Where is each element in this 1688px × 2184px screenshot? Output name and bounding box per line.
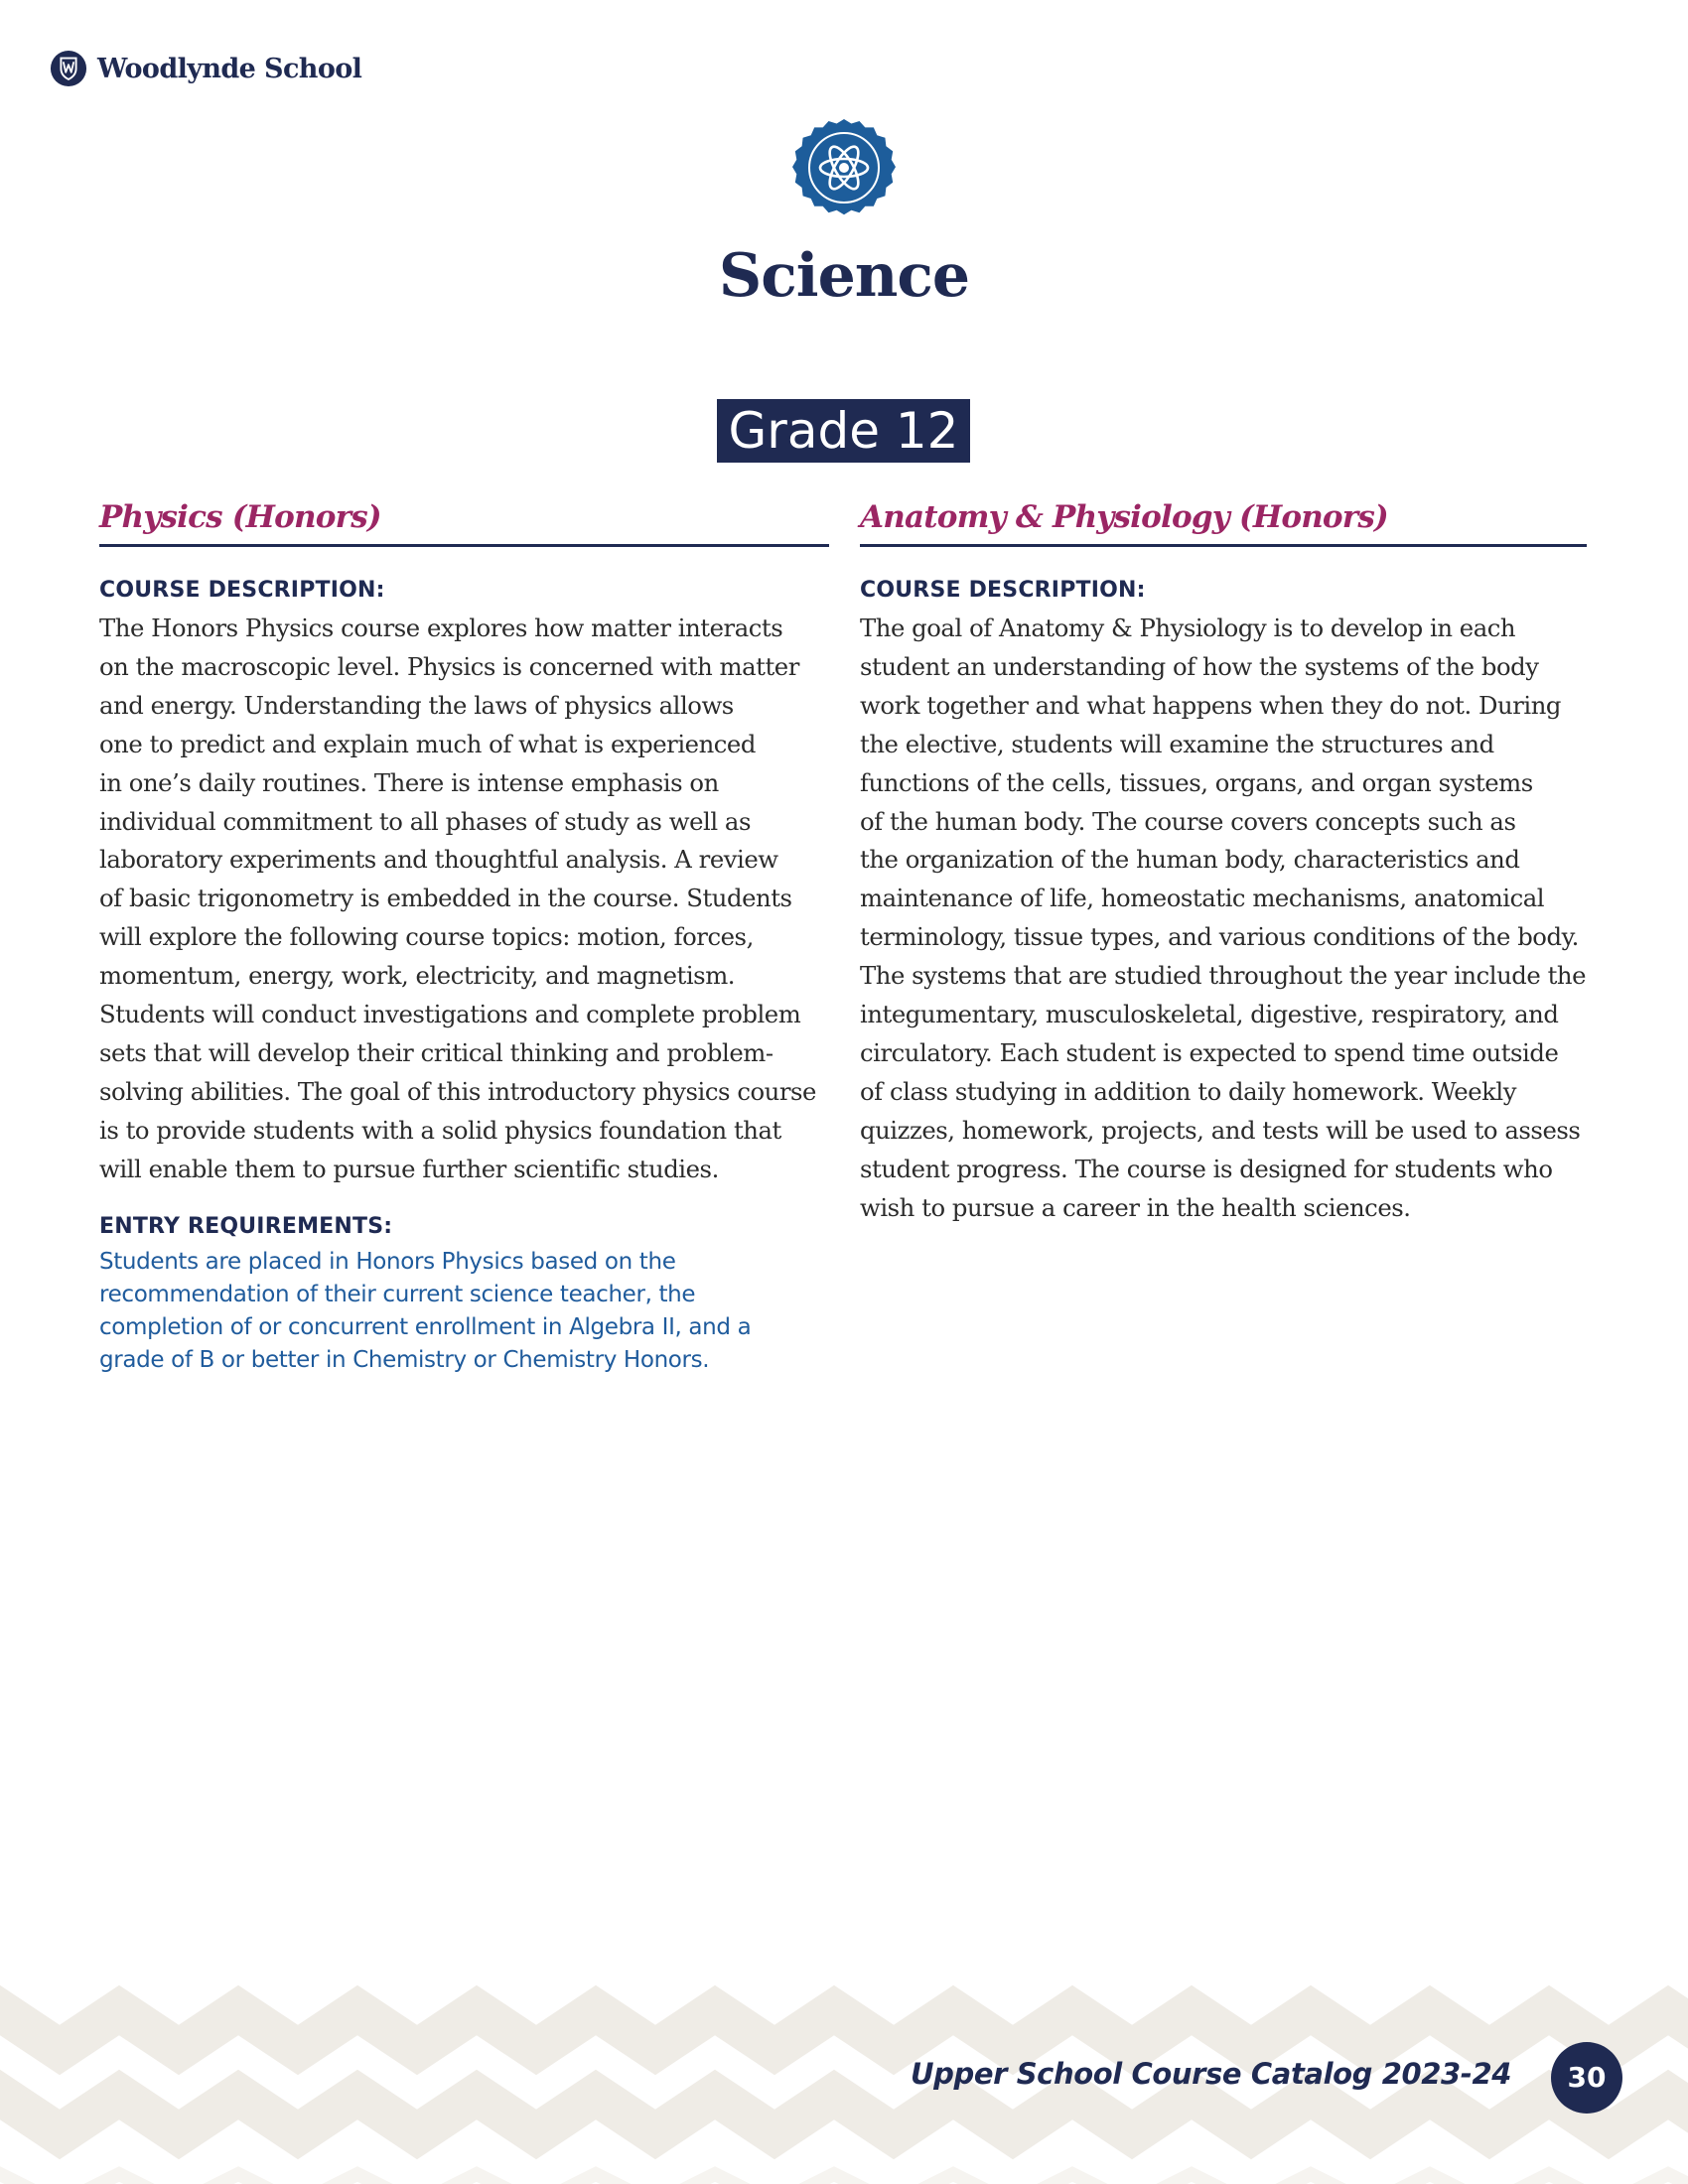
course-title: Anatomy & Physiology (Honors) <box>860 496 1587 547</box>
description-line: Students will conduct investigations and complete problem <box>99 1000 801 1029</box>
description-line: individual commitment to all phases of study as well as <box>99 806 751 836</box>
description-line: in one’s daily routines. There is intense emphasis on <box>99 767 719 797</box>
course-anatomy-physiology <box>860 496 1587 1228</box>
description-line: the organization of the human body, characteristics and <box>860 845 1520 875</box>
description-line: one to predict and explain much of what is experienced <box>99 729 756 758</box>
description-line: quizzes, homework, projects, and tests will be used to assess <box>860 1115 1581 1145</box>
description-line: of the human body. The course covers concepts such as <box>860 806 1516 836</box>
description-line: wish to pursue a career in the health sciences. <box>860 1192 1411 1222</box>
school-name: Woodlynde School <box>97 53 362 84</box>
entry-requirements-label: ENTRY REQUIREMENTS: <box>99 1213 393 1239</box>
catalog-title: Upper School Course Catalog 2023-24 <box>910 2057 1511 2091</box>
description-line: The goal of Anatomy & Physiology is to develop in each <box>860 614 1516 642</box>
atom-seal-icon <box>792 117 896 220</box>
description-line: The systems that are studied throughout the year include the <box>860 961 1587 991</box>
course-description <box>99 610 829 1189</box>
description-line: maintenance of life, homeostatic mechanisms, anatomical <box>860 884 1545 913</box>
requirements-line: Students are placed in Honors Physics based on the <box>99 1248 676 1275</box>
course-title: Physics (Honors) <box>99 496 829 547</box>
description-line: will enable them to pursue further scientific studies. <box>99 1154 719 1183</box>
description-line: The Honors Physics course explores how matter interacts <box>99 614 783 642</box>
woodlynde-crest-icon <box>50 50 87 87</box>
course-physics <box>99 496 829 1377</box>
description-line: circulatory. Each student is expected to spend time outside <box>860 1037 1559 1067</box>
description-line: integumentary, musculoskeletal, digestive, respiratory, and <box>860 1000 1559 1029</box>
description-line: sets that will develop their critical thinking and problem- <box>99 1037 774 1067</box>
page-number: 30 <box>1551 2042 1622 2114</box>
description-line: of basic trigonometry is embedded in the course. Students <box>99 884 792 913</box>
description-line: work together and what happens when they do not. During <box>860 690 1562 720</box>
requirements-line: grade of B or better in Chemistry or Chemistry Honors. <box>99 1346 710 1373</box>
description-line: is to provide students with a solid physics foundation that <box>99 1115 781 1145</box>
description-line: and energy. Understanding the laws of physics allows <box>99 690 734 720</box>
section-title: Science <box>718 241 970 311</box>
description-line: functions of the cells, tissues, organs, and organ systems <box>860 767 1533 797</box>
description-line: on the macroscopic level. Physics is concerned with matter <box>99 651 799 681</box>
description-line: solving abilities. The goal of this introductory physics course <box>99 1076 816 1106</box>
requirements-line: recommendation of their current science teacher, the <box>99 1281 696 1307</box>
description-line: of class studying in addition to daily homework. Weekly <box>860 1076 1517 1106</box>
course-description <box>860 610 1587 1228</box>
requirements-line: completion of or concurrent enrollment in Algebra II, and a <box>99 1313 752 1340</box>
description-line: student an understanding of how the systems of the body <box>860 651 1539 681</box>
grade-badge: Grade 12 <box>717 399 970 463</box>
entry-requirements <box>99 1246 829 1377</box>
description-line: terminology, tissue types, and various conditions of the body. <box>860 922 1579 952</box>
course-description-label: COURSE DESCRIPTION: <box>860 578 1146 603</box>
school-logo <box>50 50 361 87</box>
description-line: laboratory experiments and thoughtful analysis. A review <box>99 845 778 875</box>
description-line: momentum, energy, work, electricity, and magnetism. <box>99 961 736 991</box>
course-description-label: COURSE DESCRIPTION: <box>99 578 385 603</box>
description-line: student progress. The course is designed for students who <box>860 1154 1553 1183</box>
description-line: will explore the following course topics: motion, forces, <box>99 922 754 952</box>
description-line: the elective, students will examine the structures and <box>860 729 1494 758</box>
